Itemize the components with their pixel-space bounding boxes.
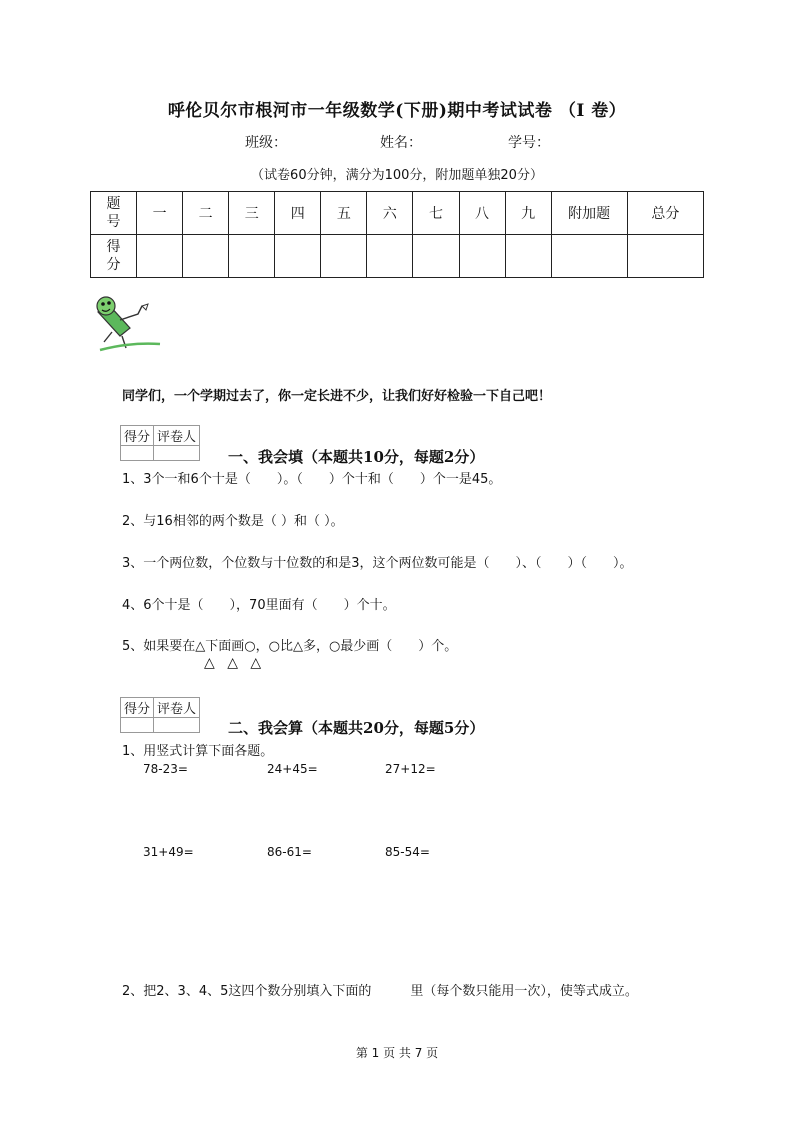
calc-item: 85-54= xyxy=(385,845,430,859)
question-number-label: 题号 xyxy=(91,192,137,235)
class-label: 班级： xyxy=(245,135,287,151)
triangle-row: △ △ △ xyxy=(204,655,266,671)
page-title: 呼伦贝尔市根河市一年级数学(下册)期中考试试卷 （I 卷） xyxy=(167,101,627,121)
grader-box xyxy=(120,425,200,461)
question-1-2: 2、与16相邻的两个数是（ ）和（ ）。 xyxy=(122,514,344,529)
grader-reviewer-label: 评卷人 xyxy=(154,426,200,446)
score-cell[interactable] xyxy=(551,235,627,278)
column-header: 六 xyxy=(367,192,413,235)
column-header: 总分 xyxy=(627,192,703,235)
score-table-score-row xyxy=(91,235,704,278)
score-cell[interactable] xyxy=(321,235,367,278)
question-1-4: 4、6个十是（ ），70里面有（ ）个十。 xyxy=(122,598,396,613)
column-header: 五 xyxy=(321,192,367,235)
grader-score-label: 得分 xyxy=(121,426,154,446)
score-table-header-row xyxy=(91,192,704,235)
grader-score-cell[interactable] xyxy=(121,718,154,733)
grader-reviewer-label: 评卷人 xyxy=(154,698,200,718)
pencil-mascot-icon xyxy=(90,292,162,354)
score-cell[interactable] xyxy=(505,235,551,278)
score-cell[interactable] xyxy=(137,235,183,278)
page-footer: 第 1 页 共 7 页 xyxy=(355,1046,439,1060)
question-2-2: 2、把2、3、4、5这四个数分别填入下面的 里（每个数只能用一次），使等式成立。 xyxy=(122,984,638,999)
score-cell[interactable] xyxy=(413,235,459,278)
score-cell[interactable] xyxy=(183,235,229,278)
grader-score-label: 得分 xyxy=(121,698,154,718)
calc-item: 86-61= xyxy=(267,845,312,859)
student-number-label: 学号： xyxy=(508,135,550,151)
column-header: 四 xyxy=(275,192,321,235)
score-cell[interactable] xyxy=(229,235,275,278)
column-header: 七 xyxy=(413,192,459,235)
question-1-1: 1、3个一和6个十是（ ）。（ ）个十和（ ）个一是45。 xyxy=(122,472,502,487)
score-cell[interactable] xyxy=(459,235,505,278)
section-2-title: 二、我会算（本题共20分，每题5分） xyxy=(228,719,485,737)
calc-item: 27+12= xyxy=(385,762,436,776)
column-header: 九 xyxy=(505,192,551,235)
question-1-3: 3、一个两位数，个位数与十位数的和是3，这个两位数可能是（ ）、（ ）（ ）。 xyxy=(122,556,633,571)
name-label: 姓名： xyxy=(380,135,422,151)
question-1-5: 5、如果要在△下面画○，○比△多，○最少画（ ）个。 xyxy=(122,639,458,654)
grader-box xyxy=(120,697,200,733)
column-header: 二 xyxy=(183,192,229,235)
grader-reviewer-cell[interactable] xyxy=(154,446,200,461)
score-cell[interactable] xyxy=(367,235,413,278)
score-table xyxy=(90,191,704,278)
grader-score-cell[interactable] xyxy=(121,446,154,461)
calc-item: 78-23= xyxy=(143,762,188,776)
column-header: 附加题 xyxy=(551,192,627,235)
intro-text: 同学们，一个学期过去了，你一定长进不少，让我们好好检验一下自己吧！ xyxy=(122,389,552,404)
score-row-label: 得分 xyxy=(91,235,137,278)
score-cell[interactable] xyxy=(275,235,321,278)
column-header: 一 xyxy=(137,192,183,235)
section-1-title: 一、我会填（本题共10分，每题2分） xyxy=(228,448,485,466)
column-header: 八 xyxy=(459,192,505,235)
question-2-1: 1、用竖式计算下面各题。 xyxy=(122,744,274,759)
calc-item: 31+49= xyxy=(143,845,194,859)
score-cell[interactable] xyxy=(627,235,703,278)
calc-item: 24+45= xyxy=(267,762,318,776)
grader-reviewer-cell[interactable] xyxy=(154,718,200,733)
column-header: 三 xyxy=(229,192,275,235)
exam-note: （试卷60分钟，满分为100分，附加题单独20分） xyxy=(251,168,543,183)
